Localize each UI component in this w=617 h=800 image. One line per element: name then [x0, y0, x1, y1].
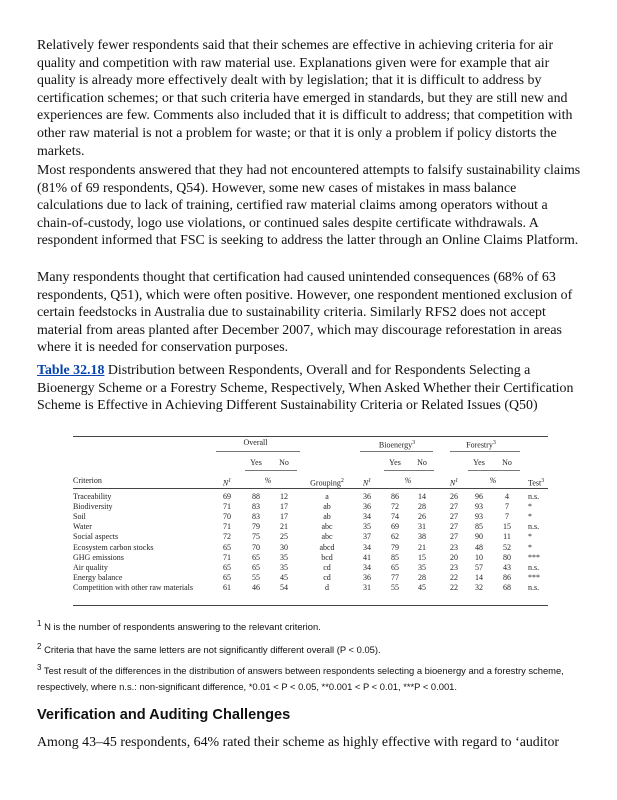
- forestry-yes-cell: 10: [475, 552, 483, 562]
- bioenergy-n-header: $N^1$: [362, 478, 372, 488]
- grouping-cell: bcd: [321, 552, 333, 562]
- test-cell: n.s.: [528, 562, 540, 572]
- forestry-n-cell: 23: [450, 562, 458, 572]
- header-bottom-rule: [73, 488, 548, 489]
- overall-n-cell: 71: [223, 552, 231, 562]
- bioenergy-n-cell: 35: [363, 522, 371, 532]
- forestry-no-header: No: [502, 458, 512, 467]
- bioenergy-yes-cell: 85: [391, 552, 399, 562]
- bioenergy-yes-cell: 72: [391, 502, 399, 512]
- test-header: Test$^3$: [528, 478, 545, 488]
- overall-yes-cell: 75: [252, 532, 260, 542]
- criterion-cell: Energy balance: [73, 572, 123, 582]
- forestry-no-cell: 86: [503, 572, 511, 582]
- forestry-yes-cell: 90: [475, 532, 483, 542]
- test-cell: ***: [528, 552, 540, 562]
- grouping-cell: abc: [321, 522, 333, 532]
- forestry-no-cell: 43: [503, 562, 511, 572]
- table-bottom-rule: [73, 605, 548, 606]
- overall-no-cell: 25: [280, 532, 288, 542]
- grouping-cell: abc: [321, 532, 333, 542]
- test-cell: *: [528, 532, 532, 542]
- forestry-no-cell: 80: [503, 552, 511, 562]
- bioenergy-yes-cell: 55: [391, 582, 399, 592]
- bioenergy-no-cell: 38: [418, 532, 426, 542]
- overall-no-cell: 45: [280, 572, 288, 582]
- test-cell: ***: [528, 572, 540, 582]
- criterion-cell: GHG emissions: [73, 552, 124, 562]
- overall-no-header: No: [279, 458, 289, 467]
- overall-yes-cell: 88: [252, 492, 260, 501]
- forestry-n-cell: 27: [450, 502, 458, 512]
- forestry-n-cell: 23: [450, 542, 458, 552]
- test-cell: n.s.: [528, 522, 540, 532]
- bioenergy-no-cell: 28: [418, 502, 426, 512]
- test-cell: *: [528, 502, 532, 512]
- overall-n-cell: 65: [223, 542, 231, 552]
- grouping-cell: ab: [323, 512, 331, 522]
- overall-no-cell: 35: [280, 552, 288, 562]
- criterion-cell: Biodiversity: [73, 502, 113, 512]
- forestry-yes-cell: 93: [475, 502, 483, 512]
- bioenergy-span-rule: [360, 451, 433, 452]
- overall-yes-cell: 79: [252, 522, 260, 532]
- footnote-3: $^3$ Test result of the differences in the distribution of answers between respondents selecting a bioenergy and a forestry scheme, respectively, where n.s.: non-significant difference, *0.01 < P < 0.05, **0.001 < P < 0.01, ***P < 0.001.: [37, 663, 564, 693]
- bioenergy-n-cell: 36: [363, 572, 371, 582]
- grouping-header: Grouping$^2$: [310, 478, 344, 488]
- forestry-span-rule: [450, 451, 520, 452]
- bioenergy-no-cell: 21: [418, 542, 426, 552]
- bioenergy-n-cell: 34: [363, 512, 371, 522]
- forestry-pct-header: %: [489, 476, 497, 485]
- forestry-yes-cell: 32: [475, 582, 483, 592]
- criterion-cell: Air quality: [73, 562, 108, 572]
- overall-yes-cell: 46: [252, 582, 260, 592]
- forestry-n-cell: 27: [450, 512, 458, 522]
- footnote-1: $^1$ N is the number of respondents answering to the relevant criterion.: [37, 619, 321, 633]
- grouping-cell: cd: [323, 562, 331, 572]
- overall-no-cell: 35: [280, 562, 288, 572]
- overall-yesno-rule: [245, 470, 297, 471]
- bioenergy-n-cell: 37: [363, 532, 371, 542]
- bioenergy-yes-header: Yes: [389, 458, 401, 467]
- table-caption: [37, 362, 585, 415]
- overall-yes-cell: 83: [252, 502, 260, 512]
- bioenergy-yes-cell: 69: [391, 522, 399, 532]
- forestry-no-cell: 68: [503, 582, 511, 592]
- forestry-yes-cell: 93: [475, 512, 483, 522]
- bioenergy-yes-cell: 77: [391, 572, 399, 582]
- overall-no-cell: 54: [280, 582, 288, 592]
- test-cell: *: [528, 542, 532, 552]
- overall-yes-cell: 55: [252, 572, 260, 582]
- forestry-n-cell: 26: [450, 492, 458, 501]
- forestry-yes-header: Yes: [473, 458, 485, 467]
- overall-n-cell: 71: [223, 502, 231, 512]
- overall-pct-header: %: [264, 476, 272, 485]
- grouping-cell: a: [325, 492, 329, 501]
- forestry-yes-cell: 14: [475, 572, 483, 582]
- section-heading: Verification and Auditing Challenges: [37, 707, 291, 723]
- forestry-yesno-rule: [468, 470, 520, 471]
- overall-n-header: $N^1$: [222, 478, 232, 488]
- forestry-yes-cell: 48: [475, 542, 483, 552]
- bioenergy-n-cell: 34: [363, 542, 371, 552]
- overall-no-cell: 12: [280, 492, 288, 501]
- paragraph-auditor: Among 43–45 respondents, 64% rated their scheme as highly effective with regard to ‘auditor: [37, 735, 560, 750]
- test-cell: n.s.: [528, 492, 540, 501]
- paragraph-falsify-claims: Most respondents answered that they had not encountered attempts to falsify sustainability claims (81% of 69 respondents, Q54). However, some new cases of mistakes in mass balance calculations due to lack of training, certified raw material claims among operators without a chain-of-custody, logo use violations, or continued sales despite certificate withdrawals. A respondent informed that FSC is seeking to address the latter through an Online Claims Platform.: [37, 163, 581, 249]
- forestry-no-cell: 52: [503, 542, 511, 552]
- footnote-2: $^2$ Criteria that have the same letters are not significantly different overall (P < 0.05).: [37, 642, 381, 656]
- overall-n-cell: 72: [223, 532, 231, 542]
- overall-n-cell: 70: [223, 512, 231, 522]
- bioenergy-n-cell: 36: [363, 492, 371, 501]
- forestry-no-cell: 7: [505, 502, 509, 512]
- overall-no-cell: 17: [280, 502, 288, 512]
- grouping-cell: ab: [323, 502, 331, 512]
- bioenergy-no-cell: 45: [418, 582, 426, 592]
- forestry-n-cell: 27: [450, 532, 458, 542]
- forestry-yes-cell: 57: [475, 562, 483, 572]
- bioenergy-no-cell: 31: [418, 522, 426, 532]
- bioenergy-no-cell: 15: [418, 552, 426, 562]
- bioenergy-yesno-rule: [384, 470, 434, 471]
- overall-n-cell: 61: [223, 582, 231, 592]
- group-overall: Overall: [243, 438, 268, 447]
- forestry-no-cell: 4: [505, 492, 509, 501]
- forestry-yes-cell: 85: [475, 522, 483, 532]
- overall-span-rule: [216, 451, 300, 452]
- criterion-cell: Competition with other raw materials: [73, 582, 193, 592]
- group-bioenergy: Bioenergy$^3$: [378, 440, 416, 450]
- criterion-cell: Soil: [73, 512, 86, 522]
- overall-yes-cell: 83: [252, 512, 260, 522]
- forestry-n-cell: 27: [450, 522, 458, 532]
- bioenergy-pct-header: %: [404, 476, 412, 485]
- overall-no-cell: 30: [280, 542, 288, 552]
- criterion-cell: Water: [73, 522, 92, 532]
- criterion-cell: Social aspects: [73, 532, 119, 542]
- bioenergy-n-cell: 41: [363, 552, 371, 562]
- grouping-cell: cd: [323, 572, 331, 582]
- overall-yes-cell: 65: [252, 552, 260, 562]
- overall-no-cell: 21: [280, 522, 288, 532]
- criterion-cell: Traceability: [73, 492, 112, 501]
- paragraph-unintended-consequences: Many respondents thought that certification had caused unintended consequences (68% of 63 respondents, Q51), which were often positive. However, one respondent mentioned exclusion of certain feedstocks in Australia due to sustainability criteria. Similarly RFS2 does not accept material from areas planted after December 2007, which may discourage reforestation in areas where it is needed for conservation purposes.: [37, 270, 573, 356]
- bioenergy-yes-cell: 74: [391, 512, 399, 522]
- forestry-n-cell: 22: [450, 582, 458, 592]
- overall-n-cell: 65: [223, 562, 231, 572]
- bioenergy-n-cell: 31: [363, 582, 371, 592]
- forestry-n-cell: 22: [450, 572, 458, 582]
- forestry-yes-cell: 96: [475, 492, 483, 501]
- forestry-no-cell: 7: [505, 512, 509, 522]
- table-link[interactable]: Table 32.18: [37, 363, 105, 378]
- bioenergy-no-cell: 28: [418, 572, 426, 582]
- table-top-rule: [73, 436, 548, 437]
- overall-yes-header: Yes: [250, 458, 262, 467]
- overall-yes-cell: 70: [252, 542, 260, 552]
- forestry-n-cell: 20: [450, 552, 458, 562]
- overall-no-cell: 17: [280, 512, 288, 522]
- bioenergy-no-cell: 14: [418, 492, 426, 501]
- test-cell: n.s.: [528, 582, 540, 592]
- grouping-cell: abcd: [319, 542, 335, 552]
- group-forestry: Forestry$^3$: [466, 440, 496, 450]
- paragraph-air-quality: Relatively fewer respondents said that their schemes are effective in achieving criteria for air quality and competition with raw material use. Explanations given were for example that air quality is already more effectively dealt with by legislation; that it is difficult to address by certification schemes; or that such criteria have emerged in standards, but they are still new and experiences are few. Comments also included that it is difficult to address; that competition with other raw material is not a problem for waste; or that it is only a problem if policy distorts the markets.: [37, 38, 573, 159]
- criterion-header: Criterion: [73, 476, 102, 485]
- forestry-no-cell: 15: [503, 522, 511, 532]
- bioenergy-yes-cell: 65: [391, 562, 399, 572]
- bioenergy-yes-cell: 86: [391, 492, 399, 501]
- bioenergy-no-cell: 26: [418, 512, 426, 522]
- caption-text: Distribution between Respondents, Overall and for Respondents Selecting a Bioenergy Scheme or a Forestry Scheme, Respectively, When Asked Whether their Certification Scheme is Effective in Achieving Different Sustainability Criteria or Related Issues (Q50): [37, 363, 574, 414]
- bioenergy-no-cell: 35: [418, 562, 426, 572]
- overall-n-cell: 65: [223, 572, 231, 582]
- bioenergy-n-cell: 36: [363, 502, 371, 512]
- bioenergy-no-header: No: [417, 458, 427, 467]
- bioenergy-n-cell: 34: [363, 562, 371, 572]
- forestry-no-cell: 11: [503, 532, 511, 542]
- bioenergy-yes-cell: 79: [391, 542, 399, 552]
- test-cell: *: [528, 512, 532, 522]
- criterion-cell: Ecosystem carbon stocks: [73, 542, 154, 552]
- overall-yes-cell: 65: [252, 562, 260, 572]
- overall-n-cell: 69: [223, 492, 231, 501]
- grouping-cell: d: [325, 582, 329, 592]
- overall-n-cell: 71: [223, 522, 231, 532]
- bioenergy-yes-cell: 62: [391, 532, 399, 542]
- forestry-n-header: $N^1$: [449, 478, 459, 488]
